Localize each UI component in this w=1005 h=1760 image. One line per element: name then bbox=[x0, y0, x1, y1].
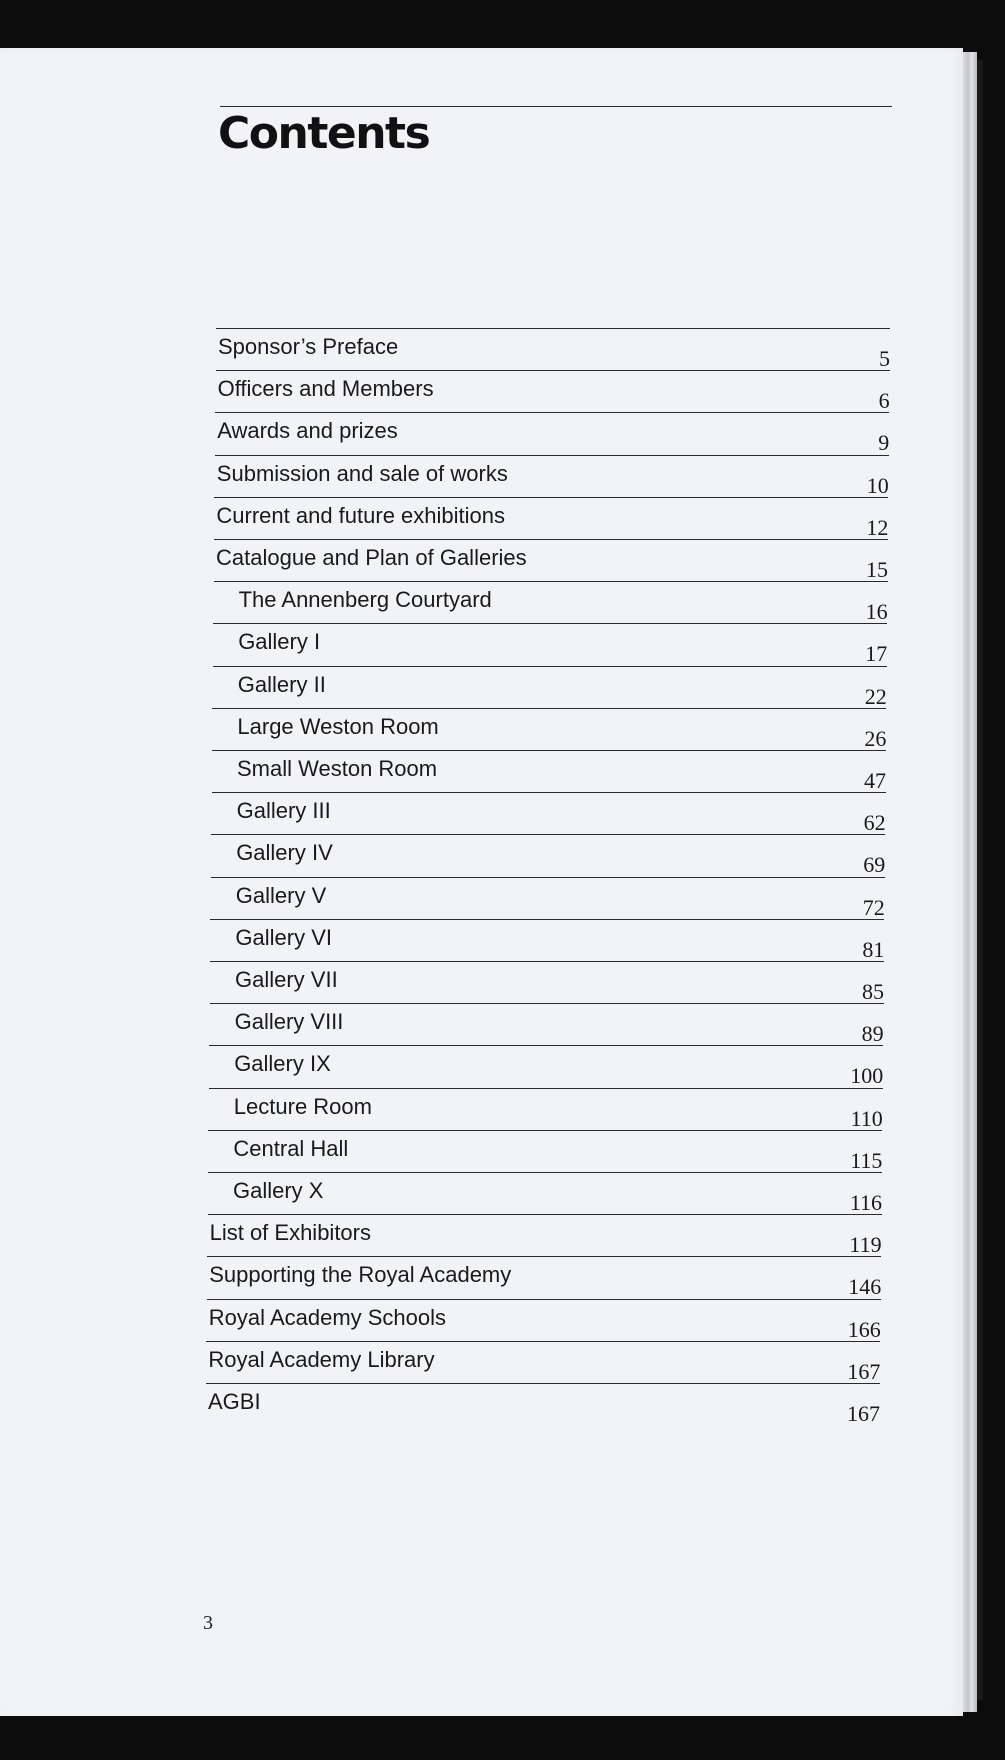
toc-entry bbox=[212, 750, 886, 793]
toc-entry bbox=[209, 1045, 883, 1088]
toc-entry-page: 22 bbox=[864, 683, 887, 709]
toc-entry bbox=[208, 1130, 882, 1173]
toc-entry-page: 146 bbox=[848, 1274, 882, 1300]
toc-entry-label: Gallery V bbox=[235, 882, 327, 908]
page-edge-shadow bbox=[977, 60, 983, 1700]
toc-entry bbox=[214, 539, 888, 582]
toc-entry-label: Gallery IV bbox=[236, 840, 333, 866]
toc-entry-label: Gallery VI bbox=[235, 924, 332, 950]
toc-entry bbox=[215, 455, 889, 498]
toc-entry bbox=[210, 1003, 884, 1046]
page-number: 3 bbox=[203, 1612, 213, 1634]
toc-entry-label: Royal Academy Schools bbox=[208, 1304, 447, 1330]
toc-entry-label: Current and future exhibitions bbox=[216, 502, 506, 528]
toc-entry bbox=[206, 1383, 880, 1426]
toc-entry-label: Gallery I bbox=[238, 629, 321, 655]
toc-entry-page: 9 bbox=[878, 430, 890, 456]
toc-entry bbox=[214, 581, 888, 624]
toc-entry bbox=[215, 412, 889, 455]
toc-entry-page: 6 bbox=[878, 388, 890, 414]
toc-entry bbox=[208, 1214, 882, 1257]
toc-entry-label: Gallery IX bbox=[234, 1051, 331, 1077]
toc-entry-label: Gallery II bbox=[237, 671, 326, 697]
toc-entry-page: 100 bbox=[850, 1063, 884, 1089]
toc-entry-label: Central Hall bbox=[233, 1135, 349, 1161]
toc-entry-page: 72 bbox=[862, 894, 885, 920]
toc-entry-label: List of Exhibitors bbox=[209, 1220, 371, 1246]
toc-entry-page: 16 bbox=[865, 599, 888, 625]
toc-entry-page: 15 bbox=[866, 557, 888, 582]
page-title: Contents bbox=[218, 108, 430, 159]
toc-entry-page: 10 bbox=[866, 472, 889, 498]
toc-entry-page: 69 bbox=[863, 852, 886, 878]
toc-entry-label: Small Weston Room bbox=[237, 756, 438, 781]
toc-entry-page: 81 bbox=[862, 936, 885, 962]
toc-entry-label: AGBI bbox=[208, 1389, 261, 1414]
toc-entry-page: 167 bbox=[847, 1401, 880, 1426]
toc-entry-label: Awards and prizes bbox=[217, 418, 398, 444]
toc-entry-label: The Annenberg Courtyard bbox=[238, 587, 492, 613]
toc-entry bbox=[210, 961, 884, 1004]
toc-entry bbox=[207, 1299, 881, 1342]
toc-entry bbox=[212, 708, 886, 751]
toc-entry-label: Supporting the Royal Academy bbox=[209, 1262, 512, 1288]
toc-entry bbox=[207, 1256, 881, 1299]
toc-entry-label: Royal Academy Library bbox=[208, 1346, 435, 1372]
toc-entry-page: 47 bbox=[864, 768, 886, 793]
toc-entry bbox=[214, 497, 888, 540]
toc-entry bbox=[206, 1341, 880, 1384]
toc-entry-label: Catalogue and Plan of Galleries bbox=[216, 545, 527, 570]
toc-entry-page: 116 bbox=[849, 1190, 882, 1215]
toc-entry-label: Large Weston Room bbox=[237, 713, 439, 739]
toc-entry-page: 85 bbox=[862, 979, 884, 1004]
toc-entry bbox=[213, 666, 887, 709]
toc-entry-label: Lecture Room bbox=[233, 1093, 372, 1119]
toc-entry bbox=[210, 919, 884, 962]
toc-entry-label: Submission and sale of works bbox=[216, 460, 508, 486]
toc-entry bbox=[209, 1088, 883, 1131]
toc-entry-label: Gallery X bbox=[233, 1178, 324, 1203]
toc-entry-page: 110 bbox=[850, 1105, 883, 1131]
toc-entry-page: 26 bbox=[864, 725, 887, 751]
toc-entry-page: 17 bbox=[865, 641, 888, 667]
toc-entry bbox=[216, 328, 890, 371]
toc-entry bbox=[213, 623, 887, 666]
toc-entry-page: 89 bbox=[861, 1021, 884, 1047]
toc-entry-page: 12 bbox=[866, 514, 889, 540]
toc-entry-page: 62 bbox=[863, 810, 886, 836]
toc-entry bbox=[208, 1172, 882, 1215]
toc-entry-page: 166 bbox=[847, 1316, 881, 1342]
toc-entry bbox=[211, 834, 885, 877]
toc-entry bbox=[212, 792, 886, 835]
toc-entry-label: Gallery III bbox=[236, 798, 331, 824]
toc-entry bbox=[211, 877, 885, 920]
toc-entry bbox=[216, 370, 890, 413]
toc-entry-label: Officers and Members bbox=[217, 376, 434, 402]
toc-entry-page: 5 bbox=[879, 346, 890, 371]
page-edge bbox=[963, 52, 977, 1712]
toc-entry-label: Gallery VII bbox=[235, 967, 338, 992]
toc-entry-page: 115 bbox=[850, 1147, 883, 1173]
toc-entry-page: 119 bbox=[849, 1232, 882, 1258]
toc-entry-page: 167 bbox=[847, 1358, 881, 1384]
toc-entry-label: Sponsor’s Preface bbox=[218, 334, 399, 359]
toc-entry-label: Gallery VIII bbox=[234, 1009, 344, 1035]
